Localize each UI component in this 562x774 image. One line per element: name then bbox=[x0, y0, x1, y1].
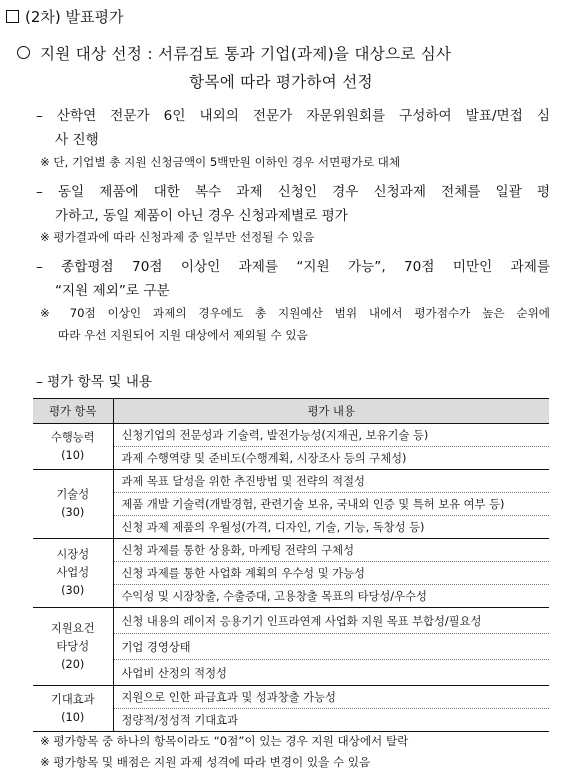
table-row bbox=[33, 470, 549, 493]
category-label-2: 사업성 bbox=[56, 566, 90, 579]
category-cell bbox=[33, 470, 113, 539]
note-partial-selection: ※ 평가결과에 따라 신청과제 중 일부만 선정될 수 있음 bbox=[40, 230, 315, 244]
table-row bbox=[33, 424, 549, 447]
circle-bullet-icon bbox=[17, 46, 30, 59]
category-score: (10) bbox=[61, 710, 85, 724]
category-label: 지원요건 bbox=[50, 621, 95, 635]
col-header-category: 평가 항목 bbox=[33, 399, 113, 424]
note-written-review: ※ 단, 기업별 총 지원 신청금액이 5백만원 이하인 경우 서면평가로 대체 bbox=[40, 155, 401, 169]
note-budget-line-1: ※ 70점 이상인 과제의 경우에도 총 지원예산 범위 내에서 평가점수가 높은 순위에 bbox=[40, 306, 550, 320]
col-header-content: 평가 내용 bbox=[113, 399, 549, 424]
target-line-2: 항목에 따라 평가하여 선정 bbox=[189, 73, 373, 91]
content-cell: 신청 과제 제품의 우월성(가격, 디자인, 기술, 기능, 독창성 등) bbox=[113, 516, 549, 539]
bullet-score-threshold-line-2: “지원 제외”로 구분 bbox=[55, 283, 170, 299]
category-label-2: 타당성 bbox=[56, 639, 90, 653]
category-label: 시장성 bbox=[56, 548, 90, 561]
content-cell: 신청 과제를 통한 상용화, 마케팅 전략의 구체성 bbox=[113, 539, 549, 562]
target-line-1 bbox=[17, 42, 551, 64]
content-cell: 기업 경영상태 bbox=[113, 634, 549, 660]
content-cell: 제품 개발 기술력(개발경험, 관련기술 보유, 국내외 인증 및 특허 보유 여부 등) bbox=[113, 493, 549, 516]
category-label: 기대효과 bbox=[50, 692, 95, 706]
section-header bbox=[6, 6, 123, 27]
category-label: 기술성 bbox=[56, 488, 90, 501]
category-cell bbox=[33, 686, 113, 732]
table-row bbox=[33, 686, 549, 709]
bullet-score-threshold-line-1: – 종합평점 70점 이상인 과제를 “지원 가능”, 70점 미만인 과제를 bbox=[36, 259, 550, 275]
evaluation-items-heading: – 평가 항목 및 내용 bbox=[36, 374, 153, 390]
bullet-multi-project-line-1: – 동일 제품에 대한 복수 과제 신청인 경우 신청과제 전체를 일괄 평 bbox=[36, 184, 550, 200]
content-cell: 과제 수행역량 및 준비도(수행계획, 시장조사 등의 구체성) bbox=[113, 447, 549, 470]
content-cell: 사업비 산정의 적정성 bbox=[113, 660, 549, 686]
content-cell: 수익성 및 시장창출, 수출증대, 고용창출 목표의 타당성/우수성 bbox=[113, 585, 549, 608]
category-score: (30) bbox=[61, 584, 85, 597]
table-row bbox=[33, 539, 549, 562]
content-cell: 신청 내용의 레이저 응용기기 인프라연계 사업화 지원 목표 부합성/필요성 bbox=[113, 608, 549, 634]
content-cell: 신청기업의 전문성과 기술력, 발전가능성(지재권, 보유기술 등) bbox=[113, 424, 549, 447]
category-cell bbox=[33, 424, 113, 470]
content-cell: 지원으로 인한 파급효과 및 성과창출 가능성 bbox=[113, 686, 549, 709]
table-row bbox=[33, 608, 549, 634]
category-cell bbox=[33, 539, 113, 608]
category-score: (30) bbox=[61, 506, 85, 519]
bullet-multi-project-line-2: 가하고, 동일 제품이 아닌 경우 신청과제별로 평가 bbox=[55, 208, 348, 224]
category-cell bbox=[33, 608, 113, 686]
footnote-zero-score: ※ 평가항목 중 하나의 항목이라도 “0점”이 있는 경우 지원 대상에서 탈락 bbox=[40, 734, 409, 748]
category-score: (20) bbox=[61, 657, 85, 671]
category-score: (10) bbox=[61, 448, 85, 462]
section-header-label: (2차) 발표평가 bbox=[25, 8, 124, 26]
target-text-1: 지원 대상 선정 : 서류검토 통과 기업(과제)을 대상으로 심사 bbox=[40, 45, 452, 63]
checkbox-square-icon bbox=[6, 10, 19, 23]
category-label: 수행능력 bbox=[50, 430, 95, 444]
bullet-committee-line-2: 사 진행 bbox=[55, 132, 99, 148]
note-budget-line-2: 따라 우선 지원되어 지원 대상에서 제외될 수 있음 bbox=[58, 328, 308, 342]
content-cell: 정량적/정성적 기대효과 bbox=[113, 709, 549, 732]
evaluation-table bbox=[33, 398, 549, 732]
content-cell: 과제 목표 달성을 위한 추진방법 및 전략의 적절성 bbox=[113, 470, 549, 493]
bullet-committee-line-1: – 산학연 전문가 6인 내외의 전문가 자문위원회를 구성하여 발표/면접 심 bbox=[36, 108, 550, 124]
content-cell: 신청 과제를 통한 사업화 계획의 우수성 및 가능성 bbox=[113, 562, 549, 585]
table-header-row bbox=[33, 399, 549, 424]
footnote-criteria-change: ※ 평가항목 및 배점은 지원 과제 성격에 따라 변경이 있을 수 있음 bbox=[40, 755, 371, 769]
